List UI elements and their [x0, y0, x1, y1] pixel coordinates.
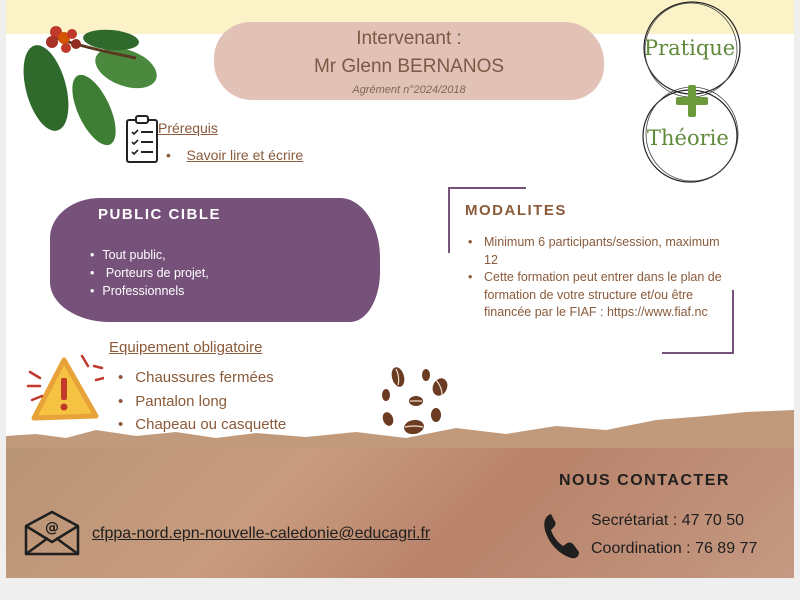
list-item: • Porteurs de projet, — [90, 264, 209, 282]
speaker-label: Intervenant : — [356, 28, 462, 49]
plus-icon — [674, 83, 710, 119]
theorie-label: Théorie — [647, 126, 729, 150]
list-item: • Cette formation peut entrer dans le plan de formation de votre structure et/ou être financée par le FIAF : https://www.fiaf.nc — [466, 269, 726, 322]
public-cible-title: PUBLIC CIBLE — [98, 206, 221, 223]
prerequis-title: Prérequis — [158, 120, 218, 136]
list-item: • Minimum 6 participants/session, maximum 12 — [466, 234, 726, 269]
bullet: • — [166, 147, 187, 163]
prerequis-item — [166, 147, 303, 163]
list-item: • Tout public, — [90, 246, 209, 264]
speaker-box — [214, 22, 604, 100]
secretariat-phone: Secrétariat : 47 70 50 — [591, 512, 744, 529]
coordination-phone: Coordination : 76 89 77 — [591, 540, 758, 557]
phone-icon — [541, 512, 581, 560]
public-cible-box — [50, 198, 380, 322]
pratique-label: Pratique — [644, 36, 736, 60]
contact-title: NOUS CONTACTER — [559, 472, 730, 489]
prerequis-item-text: Savoir lire et écrire — [186, 147, 304, 163]
speaker-name: Mr Glenn BERNANOS — [313, 56, 505, 77]
list-item: • Chaussures fermées — [118, 366, 286, 390]
list-item: • Professionnels — [90, 282, 209, 300]
list-item: • Pantalon long — [118, 390, 286, 414]
email-link[interactable]: cfppa-nord.epn-nouvelle-caledonie@educagri.fr — [92, 525, 431, 542]
speaker-agrement: Agrément n°2024/2018 — [352, 84, 466, 96]
list-item: • Chapeau ou casquette — [118, 413, 286, 437]
mail-at-icon — [22, 510, 82, 556]
checklist-icon — [124, 114, 160, 164]
public-cible-list — [90, 246, 209, 300]
modalites-list — [466, 234, 726, 322]
svg-text:@: @ — [45, 520, 59, 536]
torn-edge — [6, 408, 794, 448]
modalites-title: MODALITES — [465, 202, 567, 219]
flyer — [6, 0, 794, 578]
equipement-title: Equipement obligatoire — [109, 339, 263, 356]
